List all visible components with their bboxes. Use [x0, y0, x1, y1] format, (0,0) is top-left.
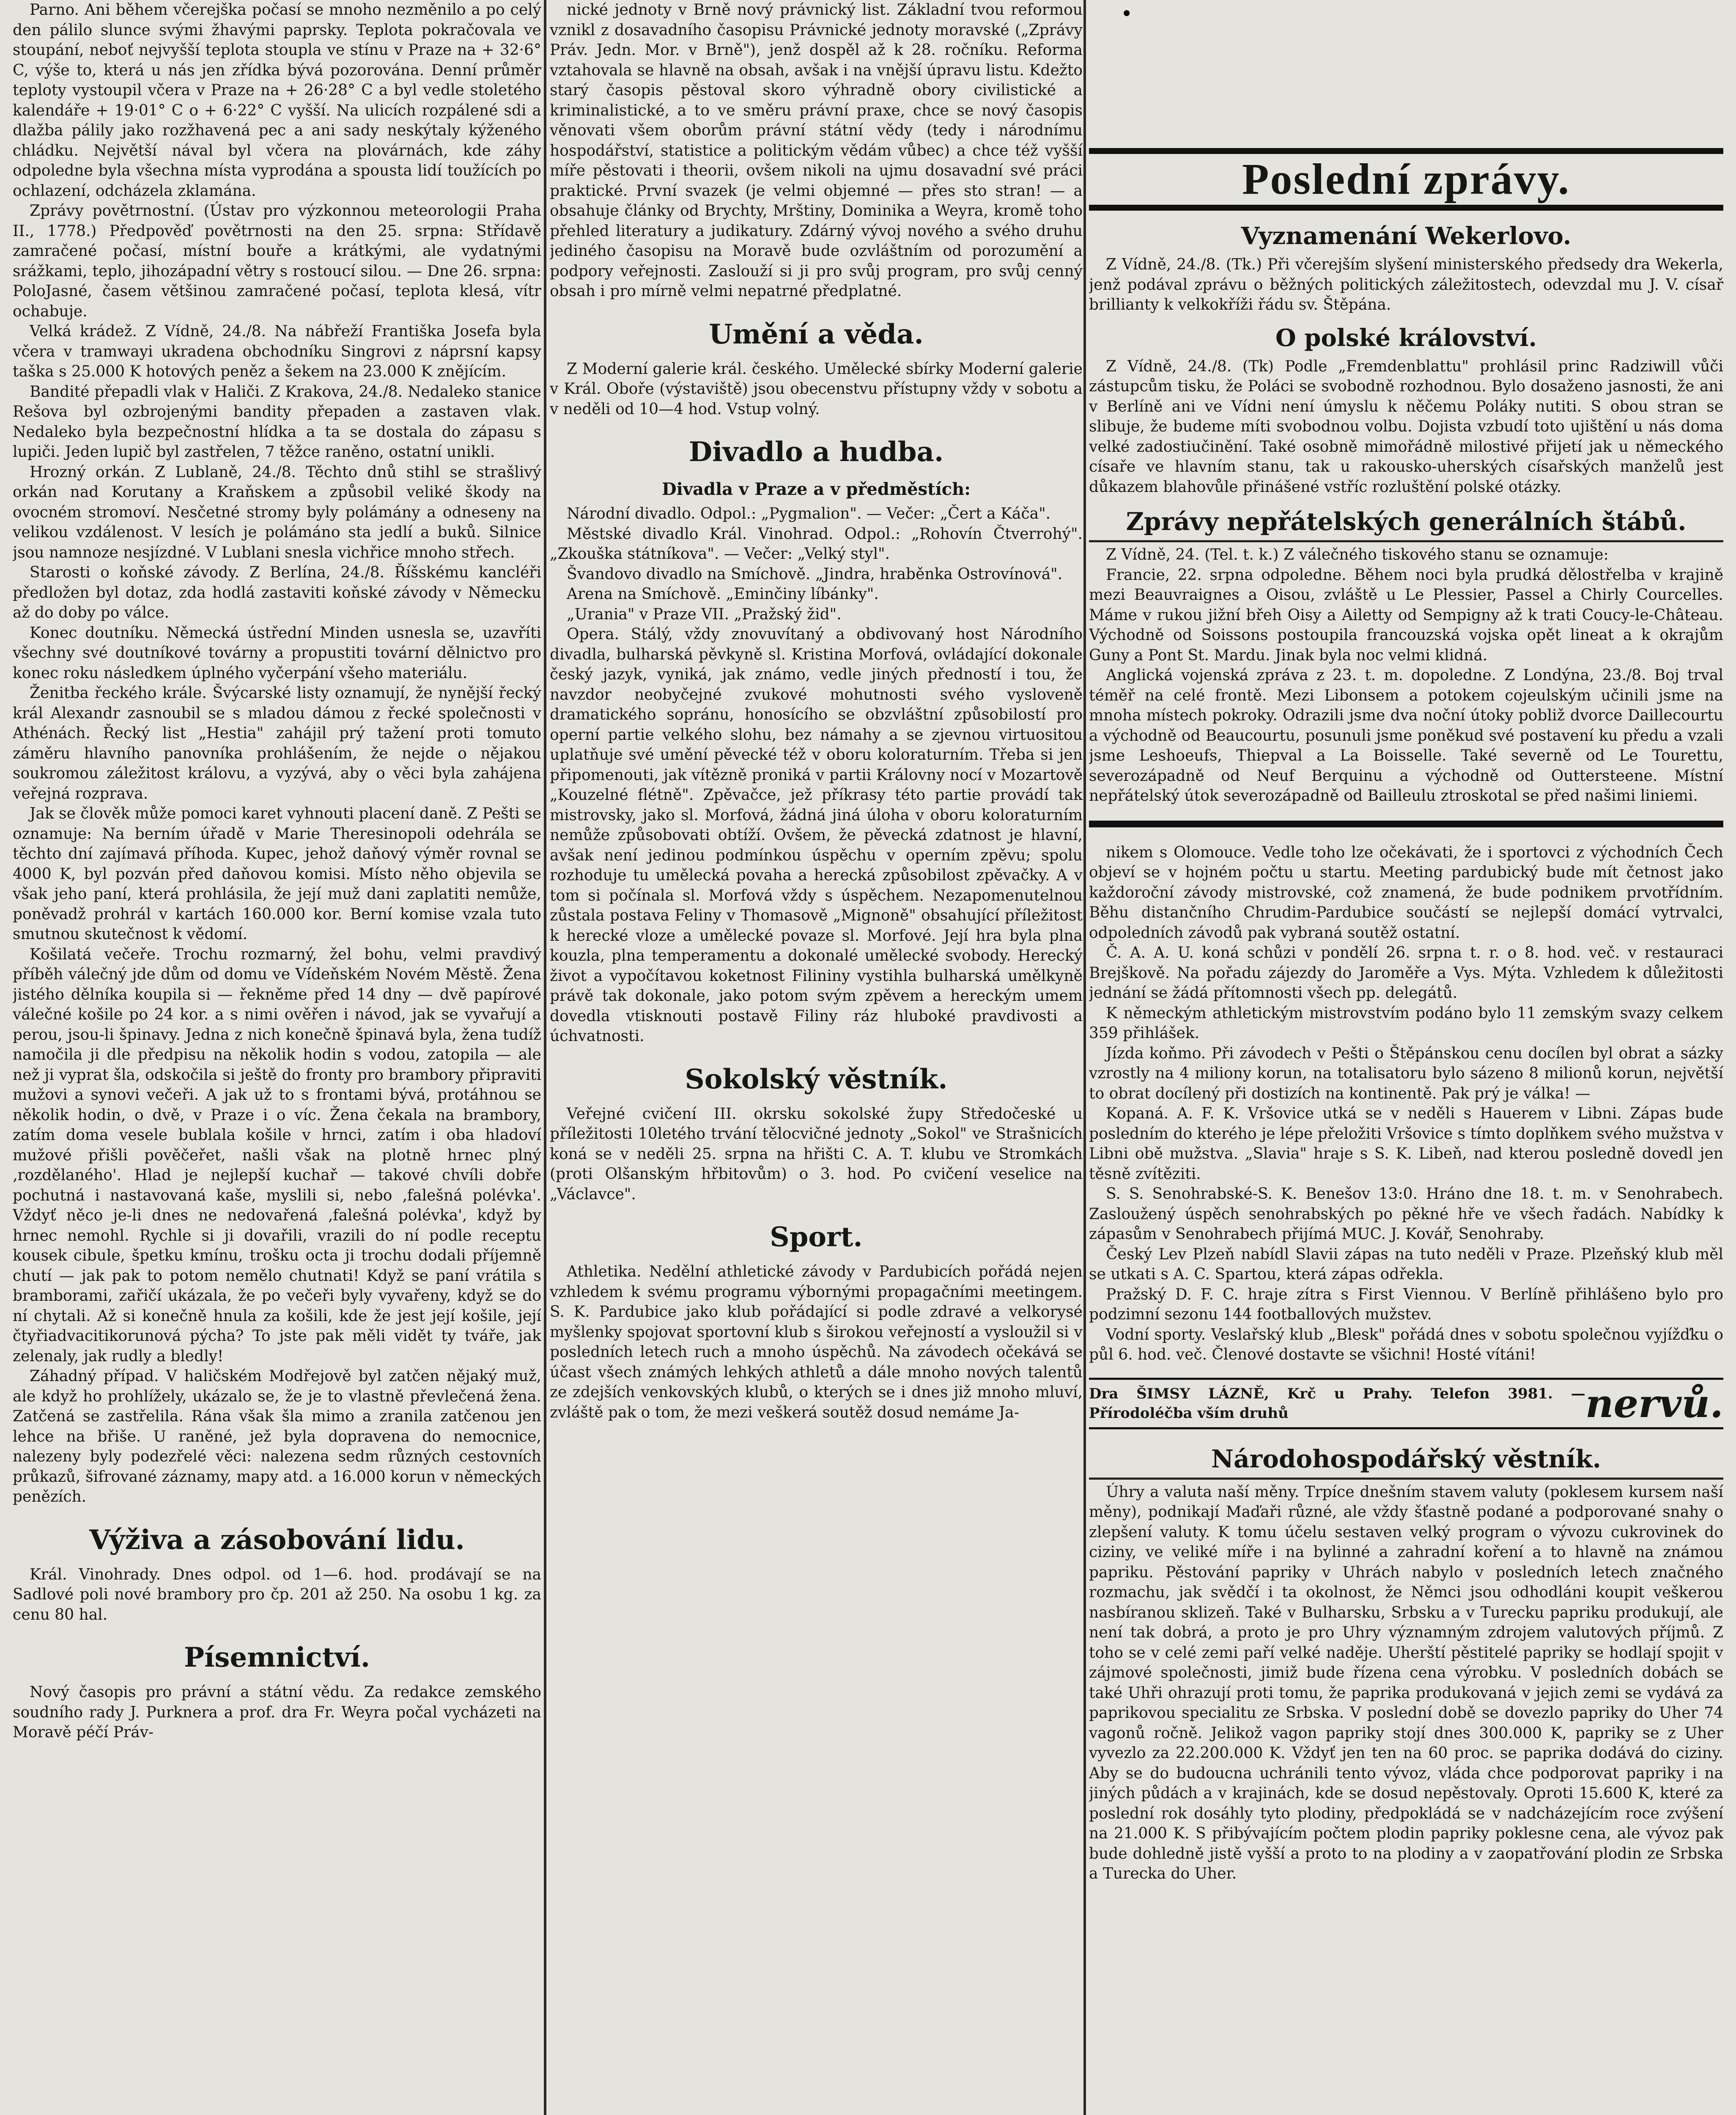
listing-urania: „Urania" v Praze VII. „Pražský žid".: [567, 605, 842, 623]
column-rule: [1083, 0, 1086, 2115]
heading-economy: Národohospodářský věstník.: [1089, 1442, 1723, 1480]
article-english-report: Anglická vojenská zpráva z 23. t. m. dopoledne. Z Londýna, 23./8. Boj trval téměř na celé frontě. Mezi Libonsem a potokem cojeulským učinili jsme na mnoha místech pokroky. Odrazili jsme dva noční útoky pobliž dvorce Daillecourtu a východně od Beaucourtu, posunuli jsme poněkud své postavení ku předu a vzali jsme Leshoeufs, Thiepval a La Boisselle. Také severně od Le Tourettu, severozápadně od Neuf Berquinu a východně od Outtersteene. Místní nepřátelský útok severozápadně od Bailleulu ztroskotal se před našimi liniemi.: [1089, 667, 1723, 805]
article-weather-report: Zprávy povětrnostní. (Ústav pro výzkonnou meteorologii Praha II., 1778.) Předpověď povětrnosti na den 25. srpna: Střídavě zamračené počasí, místní bouře a krátkými, ale vydatnými srážkami, teplo, jihozápadní větry s rostoucí silou. — Dne 26. srpna: PoloJasné, časem většinou zamračené počasí, teplota klesá, vítr ochabuje.: [13, 202, 541, 320]
heading-wekerle: Vyznamenání Wekerlovo.: [1241, 222, 1571, 250]
column-left: [13, 0, 541, 2115]
article-german-championship: K německým athletickým mistrovstvím podáno bylo 11 zemským svazy celkem 359 přihlášek.: [1089, 1004, 1723, 1042]
section-heading-food: Výživa a zásobování lidu.: [89, 1524, 465, 1556]
article-senohraby-match: S. S. Senohrabské-S. K. Benešov 13:0. Hráno dne 18. t. m. v Senohrabech. Zasloužený úspěch senohrabských po pěkné hře ve všech řadách. Nabídky k zápasům v Senohrabech přijímá MUC. J. Kovář, Senohraby.: [1089, 1185, 1723, 1243]
article-press-office: Z Vídně, 24. (Tel. t. k.) Z válečného tiskového stanu se oznamuje:: [1106, 546, 1609, 563]
section-heading-literature: Písemnictví.: [184, 1642, 370, 1673]
listing-national-theatre: Národní divadlo. Odpol.: „Pygmalion". — Večer: „Čert a Káča".: [567, 505, 1051, 522]
article-mystery-case: Záhadný případ. V haličském Modřejově byl zatčen nějaký muž, ale když ho prohlížely, ukázalo se, že je to vlastně převlečená žena. Zatčená se zastřelila. Rána však šla mimo a zranila zatčenou jen lehce na břiše. U raněné, jež byla dopravena do nemocnice, nalezeny byly podezřelé věci: nalezena sedm různých cestovních průkazů, šifrované záznamy, mapy atd. a 16.000 korun v německých penězích.: [13, 1368, 541, 1505]
article-france-report: Francie, 22. srpna odpoledne. Během noci byla prudká dělostřelba v krajině mezi Beauvraignes a Oisou, zvláště u Le Plessier, Passel a Chirly Courcelles. Máme v rukou jižní břeh Oisy a Ailetty od Sempigny až k trati Coucy-le-Château. Východně od Soissons postoupila francouzská vojska opět lineat a k okrajům Guny a Pont St. Mardu. Jinak byla noc velmi klidná.: [1089, 566, 1723, 664]
page-mark: •: [1121, 2, 1133, 26]
article-opera: Opera. Stálý, vždy znovuvítaný a obdivovaný host Národního divadla, bulharská pěvkyně sl. Kristina Morfová, ovládající dokonale český jazyk, vyniká, jak známo, vedle jiných předností i tou, že navzdor neobyčejné zvukové mohutnosti svého vysloveně dramatického sopránu, honosícího se obzvláštní způsobilostí pro operní partie velkého slohu, bez námahy a se zjevnou virtuositou uplatňuje své umění pěvecké též v oboru koloraturním. Třeba si jen připomenouti, jak vítězně proniká v partii Královny nocí v Mozartově „Kouzelné flétně". Zpěvačce, jež příkrasy této partie provádí tak mistrovsky, jako sl. Morfová, žádná jiná úloha v oboru koloraturním nemůže způsobovati obtíží. Ovšem, že pěvecká zdatnost je hlavní, avšak není jedinou podmínkou úspěchu v operním zpěvu; spolu rozhoduje tu umělecká povaha a herecká způsobilost zpěvačky. A v tom si počínala sl. Morfová vždy s úspěchem. Nezapomenutelnou zůstala postava Feliny v Thomasově „Mignoně" obsahující příležitost k herecké vloze a umělecké povaze sl. Morfové. Její hra byla plna kouzla, plna temperamentu a dokonalé umělecké svobody. Herecký život a vypočítavou koketnost Filininy vystihla bulharská umělkyně právě tak dokonale, jako potom svým zpěvem a hereckým umem dovedla vtisknouti postavě Filiny ráz hluboké pravdivosti a úchvatnosti.: [550, 626, 1083, 1045]
article-theft: Velká krádež. Z Vídně, 24./8. Na nábřeží Františka Josefa byla včera v tramwayi ukradena obchodníku Singrovi z náprsní kapsy taška s 25.000 K hotových peněz a šekem na 23.000 K znějícím.: [13, 323, 541, 380]
article-shirt-dinner: Košilatá večeře. Trochu rozmarný, žel bohu, velmi pravdivý příběh válečný jde dům od domu ve Vídeňském Novém Městě. Žena jistého dělníka koupila si — řekněme před 14 dny — dvě papírové válečné košile po 24 kor. a s nimi ověřen i návod, jak se vyvařují a perou, jsou-li špinavy. Jedna z nich konečně špinavá byla, žena tudíž namočila ji dle předpisu na několik hodin s vodou, zatopila — ale než ji vyprat šla, odskočila si ještě do fronty pro brambory připraviti mužovi a synovi večeři. A jak už to s frontami bývá, protáhnou se několik hodin, o dvě, v Praze i o víc. Žena čekala na brambory, zatím doma vesele bublala košile v hrnci, zatím i oba hladoví mužové přišli pověčeřet, našli však na plotně hrnec plný ‚rozdělaného'. Hlad je nejlepší kuchař — takové chvíli dobře pochutná i nastavovaná kaše, myslili si, nebo ‚falešná polévka'. Vždyť něco je-li dnes ne nedovařená ‚falešná polévka', když by hrnec nemohl. Rychle si ji dovařili, vrazili do ní podle receptu kousek cibule, špetku kmínu, trošku octa ji trochu dodali příjemně chutí — jak pak to potom nemělo chutnati! Když se paní vrátila s bramborami, zařičí ukázala, že po večeři byly vyvařeny, když se do ní chytali. Až si konečně hnula za košili, kde že jest její košile, její čtyřiadvacitikorunová pýcha? To jste pak měli vidět ty tváře, jak zelenaly, jak rudly a bledly!: [13, 945, 541, 1365]
article-plzen-lion: Český Lev Plzeň nabídl Slavii zápas na tuto neděli v Praze. Plzeňský klub měl se utkati s A. C. Spartou, která zápas odřekla.: [1089, 1245, 1723, 1283]
column-rule: [544, 0, 546, 2115]
spa-advertisement: [1089, 1378, 1723, 1429]
heading-polish-kingdom: O polské království.: [1275, 324, 1537, 352]
article-football: Kopaná. A. F. K. Vršovice utká se v neděli s Hauerem v Libni. Zápas bude posledním do kterého je lépe přeložiti Vršovice s tímto doplňkem svého mužstva v Libni obě mužstva. „Slavia" hraje s S. K. Libeň, nad kterou posledně dovedl jen těsně zvítěziti.: [1089, 1105, 1723, 1183]
ad-headline: nervů.: [1585, 1380, 1723, 1426]
latest-news-banner: Poslední zprávy.: [1089, 148, 1723, 211]
section-heading-theatre: Divadlo a hudba.: [688, 436, 944, 468]
article-athletics-cont: nikem s Olomouce. Vedle toho lze očekávati, že i sportovci z východních Čech objeví se v hojném počtu u startu. Meeting pardubický bude mít četnost jako každoroční závody mistrovské, což znamená, že bude podnikem prvotřídním. Běhu distančního Chrudim-Pardubice součástí se nejlepší domácí vytrvalci, odpoledních závodů pak vybraná soutěž ostatní.: [1089, 843, 1723, 942]
subheading-theatres: Divadla v Praze a v předměstích:: [661, 479, 971, 499]
article-athletics: Athletika. Nedělní athletické závody v Pardubicích pořádá nejen vzhledem k svému programu výbornými propagačními meetingem. S. K. Pardubice jako klub pořádající si podle zdravé a velkorysé myšlenky spojovat sportovní klub s širokou veřejností a vysloužil si v posledních letech ruch a mnoho úspěchů. Na závodech očekává se účast všech známých lehkých athletů a dále mnoho nových talentů ze zdejších venkovských klubů, o kterých se i dnes již mnoho mluví, zvláště pak o tom, že mezi veškerá soutěž dosud nemáme Ja-: [550, 1263, 1083, 1421]
article-storm: Hrozný orkán. Z Lublaně, 24./8. Těchto dnů stihl se strašlivý orkán nad Korutany a Kraňskem a způsobil veliké škody na ovocném stromoví. Nesčetné stromy byly polámány a odneseny na velikou vzdálenost. V lesích je polámáno sta jedlí a buků. Silnice jsou namnoze nesjízdné. V Lublani snesla vichřice mnoho střech.: [13, 463, 541, 561]
article-paprika: Úhry a valuta naší měny. Trpíce dnešním stavem valuty (poklesem kursem naší měny), podnikají Maďaři různé, ale vždy šťastně podané a podporované snahy o zlepšení valuty. K tomu účelu sestaven velký program o vývozu cukrovinek do ciziny, ve veliké míře i na bylinné a zahradní koření a to hlavně na známou papriku. Pěstování papriky v Uhrách nabylo v posledních letech značného rozmachu, jak svědčí i ta okolnost, že Němci jsou odhodláni koupit veškerou nasbíranou sklizeň. Také v Bulharsku, Srbsku a v Turecku papriku produkují, ale není tak dobrá, a proto je pro Uhry významným zdrojem valutových příjmů. Z toho se v celé zemi paří velké naděje. Uherští pěstitelé papriky se hodlají spojit v zájmové společnosti, jimiž bude řízena cena výrobku. V posledních dobách se také Uhři ohrazují proti tomu, že paprika produkovaná v jejich zemi se vydává za paprikovou specialitu ze Srbska. V poslední době se dovezlo papriky do Uher 74 vagonů ročně. Jelikož vagon papriky stojí dnes 300.000 K, papriky se z Uher vyvezlo za 22.200.000 K. Vždyť jen ten na 60 proc. se paprika dodává do ciziny. Aby se do budoucna uchránili tento vývoz, vláda chce podporovat papriky i na jiných půdách a v krajinách, kde se dosud nepěstovaly. Oproti 15.600 K, které za poslední rok dosáhly tyto plodiny, předpokládá se v nadcházejícím roce zvýšení na 21.000 K. S přibývajícím počtem plodin papriky poklesne cena, ale vývoz pak bude dohledně jistě vyšší a proto to na plodiny a v zaopatřování plodin ze Srbska a Turecka do Uher.: [1089, 1483, 1723, 1882]
heading-enemy-reports: Zprávy nepřátelských generálních štábů.: [1089, 505, 1723, 542]
ad-text: Dra ŠIMSY LÁZNĚ, Krč u Prahy. Telefon 3981. — Přírodoléčba vším druhů: [1089, 1385, 1585, 1422]
article-tax-cards: Jak se člověk může pomoci karet vyhnouti placení daně. Z Pešti se oznamuje: Na berním úřadě v Marie Theresinopoli odehrála se těchto dní zajímavá příhoda. Kupec, jehož daňový výměr rovnal se 4000 K, byl pozván před daňovou komisi. Místo něho objevila se však jeho paní, která prohlásila, že její muž dani zaplatiti nemůže, poněvadž prohrál v kartách 160.000 kor. Berní komise vzala tuto smutnou skutečnost k vědomí.: [13, 805, 541, 943]
article-greek-king: Ženitba řeckého krále. Švýcarské listy oznamují, že nynější řecký král Alexandr zasnoubil se s mladou dámou z řecké společnosti v Athénách. Řecký list „Hestia" zahájil prý tažení proti tomuto záměru hlavního panovníka prohlášením, že nejde o nějakou soukromou záležitost královu, a vyzývá, aby o věci byla zahájena veřejná rozprava.: [13, 684, 541, 802]
section-heading-sokol: Sokolský věstník.: [685, 1063, 948, 1095]
article-gallery: Z Moderní galerie král. českého. Umělecké sbírky Moderní galerie v Král. Oboře (výstaviště) jsou obecenstvu přístupny vždy v sobotu a v neděli od 10—4 hod. Vstup volný.: [550, 360, 1083, 418]
article-cigars: Konec doutníku. Německá ústřední Minden usnesla se, uzavříti všechny své doutníkové továrny a propustiti tovární dělnictvo pro konec roku následkem úplného vyčerpání všeho materiálu.: [13, 624, 541, 682]
listing-vinohrady-theatre: Městské divadlo Král. Vinohrad. Odpol.: „Rohovín Čtverrohý". „Zkouška státníkova". — Večer: „Velký styl".: [550, 525, 1083, 563]
article-heat: Parno. Ani během včerejška počasí se mnoho nezměnilo a po celý den pálilo slunce svými žhavými paprsky. Teplota pokračovala ve stoupání, neboť nejvyšší teplota stoupla ve stínu v Praze na + 32·6° C, výše to, která u nás jen zřídka bývá pozorována. Denní průměr teploty vystoupil včera v Praze na + 26·28° C a byl vedle stoletého kalendáře + 19·01° C o + 6·22° C vyšší. Na ulicích rozpálené sdi a dlažba pálily jako rozžhavená pec a ani sady neskýtaly kýženého chládku. Největší nával byl včera na plovárnách, kde záhy odpoledne byla všechna místa vyprodána a spousta lidí toužících po ochlazení, odcházela zklamána.: [13, 1, 541, 200]
article-potatoes: Král. Vinohrady. Dnes odpol. od 1—6. hod. prodávají se na Sadlové poli nové brambory pro čp. 201 až 250. Na osobu 1 kg. za cenu 80 hal.: [13, 1566, 541, 1623]
section-heading-art: Umění a věda.: [709, 318, 924, 350]
article-law-journal: Nový časopis pro právní a státní vědu. Za redakce zemského soudního rady J. Purknera a prof. dra Fr. Weyra počal vycházeti na Moravě péčí Práv-: [13, 1684, 541, 1741]
article-horse-races: Starosti o koňské závody. Z Berlína, 24./8. Říšskému kancléři předložen byl dotaz, zda hodlá zastaviti koňské závody v Německu až do doby po válce.: [13, 564, 541, 621]
article-sokol-exercise: Veřejné cvičení III. okrsku sokolské župy Středočeské u příležitosti 10letého trvání tělocvičné jednoty „Sokol" ve Strašnicích koná se v neděli 25. srpna na hřišti C. A. T. klubu ve Stromkách (proti Olšanským hřbitovům) o 3. hod. Po cvičení veselice na „Václavce".: [550, 1105, 1083, 1203]
listing-arena: Arena na Smíchově. „Eminčiny líbánky".: [567, 585, 879, 603]
section-heading-sport: Sport.: [770, 1221, 863, 1253]
article-polish-kingdom: Z Vídně, 24./8. (Tk) Podle „Fremdenblattu" prohlásil princ Radziwill vůči zástupcům tisku, že Poláci se svobodně rozhodnou. Bylo dosaženo jasnosti, že ani v Berlíně ani ve Vídni není úmyslu k něčemu Poláky nutiti. S obou stran se slibuje, že budeme míti svobodnou volbu. Dojista vzbudí toto ujištění u nás doma velké zadostiučinění. Také osobně mimořádně milostivé přijetí jak u německého císaře ve hlavním stanu, tak u rakousko-uherských císařských manželů jest důkazem blahovůle přinášené vstříc rozluštění polské otázky.: [1089, 357, 1723, 496]
article-caau-meeting: Č. A. A. U. koná schůzi v pondělí 26. srpna t. r. o 8. hod. več. v restauraci Brejškově. Na pořadu zájezdy do Jaroměře a Vys. Mýta. Vzhledem k důležitosti jednání se žádá přítomnosti všech pp. delegátů.: [1089, 944, 1723, 1002]
article-horse-riding: Jízda koňmo. Při závodech v Pešti o Štěpánskou cenu docílen byl obrat a sázky vzrostly na 4 miliony korun, na totalisatoru bylo sázeno 8 milionů korun, největší to obrat docílený při dostizích na kontinentě. Pak prý je válka! —: [1089, 1044, 1723, 1102]
column-middle: [550, 0, 1083, 2115]
article-prague-dfc: Pražský D. F. C. hraje zítra s First Viennou. V Berlíně přihlášeno bylo pro podzimní sezonu 144 footballových mužstev.: [1089, 1285, 1723, 1323]
article-bandits: Bandité přepadli vlak v Haliči. Z Krakova, 24./8. Nedaleko stanice Rešova byl ozbrojenými bandity přepaden a zastaven vlak. Nedaleko byla bezpečnostní hlídka a ta se dostala do zápasu s lupiči. Jeden lupič byl zastřelen, 7 těžce raněno, ostatní unikli.: [13, 383, 541, 461]
article-wekerle: Z Vídně, 24./8. (Tk.) Při včerejším slyšení ministerského předsedy dra Wekerla, jenž podával zprávu o běžných politických záležitostech, odevzdal mu J. V. císař brillianty k velkokříži řádu sv. Štěpána.: [1089, 256, 1723, 313]
article-water-sports: Vodní sporty. Veslařský klub „Blesk" pořádá dnes v sobotu společnou vyjížďku o půl 6. hod. več. Členové dostavte se všichni! Hosté vítáni!: [1089, 1326, 1723, 1363]
column-right: [1089, 0, 1723, 2115]
article-law-journal-cont: nické jednoty v Brně nový právnický list. Základní tvou reformou vznikl z dosavadního časopisu Právnické jednoty moravské („Zprávy Práv. Jedn. Mor. v Brně"), jenž dospěl až k 28. ročníku. Reforma vztahovala se hlavně na obsah, avšak i na vnější úpravu listu. Kdežto starý časopis pěstoval skoro výhradně obory civilistické a kriminalistické, a to ve směru právní praxe, chce se nový časopis věnovati všem oborům právní státní vědy (tedy i národnímu hospodářství, statistice a politickým vědám vůbec) a chce též vyšší míře pěstovati i theorii, ovšem nikoli na ujmu dosavadní své práci praktické. První svazek (je velmi objemné — přes sto stran! — a obsahuje články od Brychty, Mrštiny, Dominika a Weyra, kromě toho přehled literatury a judikatury. Zdárný vývoj nového a svého druhu jediného časopisu na Moravě bude ozvláštním od porozumění a podpory veřejnosti. Zaslouží si ji pro svůj program, pro svůj cenný obsah i pro mírně velmi nepatrné předplatné.: [550, 1, 1083, 300]
listing-svanda-theatre: Švandovo divadlo na Smíchově. „Jindra, hraběnka Ostrovínová".: [567, 565, 1063, 583]
section-divider-bar: [1089, 821, 1723, 827]
